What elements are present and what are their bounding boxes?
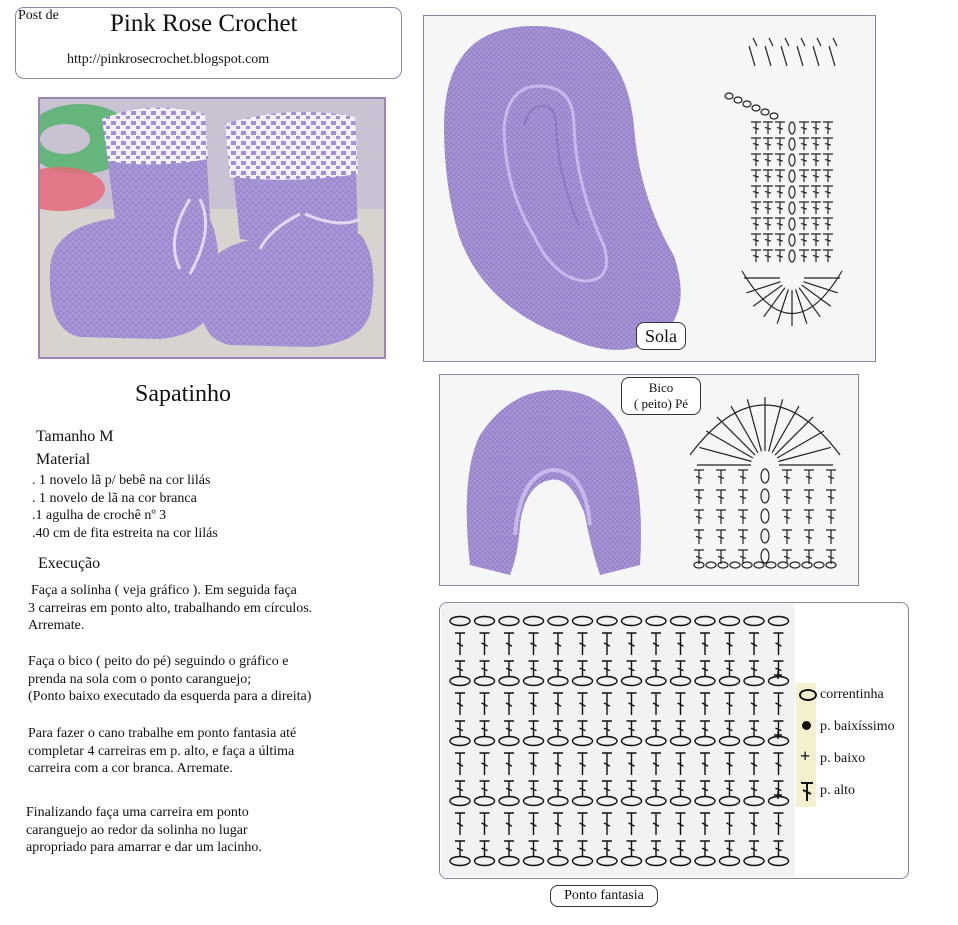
step-line: Faça a solinha ( veja gráfico ). Em seguida faça [31,583,297,598]
step-line: completar 4 carreiras em p. alto, e faça a última [28,743,295,759]
step-line: Arremate. [28,618,85,633]
legend [796,683,946,807]
sola-panel [423,15,876,362]
step-line: prenda na sola com o ponto caranguejo; [28,671,252,687]
step-line: Para fazer o cano trabalhe em ponto fantasia até [28,726,297,741]
sola-stitch-chart [725,38,842,326]
pattern-title: Sapatinho [135,381,231,407]
step-2 [28,653,311,706]
sola-label: Sola [636,322,686,350]
material-heading: Material [36,451,91,468]
step-4 [26,804,262,857]
materials-list [32,472,218,542]
step-line: apropriado para amarrar e dar um lacinho. [26,840,262,855]
booties-illustration [40,99,384,357]
site-title: Pink Rose Crochet [110,10,298,37]
size-label: Tamanho M [36,428,114,445]
step-line: 3 carreiras em ponto alto, trabalhando em círculos. [28,600,313,616]
sola-illustration [424,16,875,361]
material-item: .40 cm de fita estreita na cor lilás [32,525,218,541]
step-3 [28,725,296,778]
post-label: Post de [18,8,59,23]
step-1 [28,582,312,635]
legend-label: p. baixíssimo [820,719,895,734]
material-item: . 1 novelo de lã na cor branca [32,490,197,506]
step-line: Faça o bico ( peito do pé) seguindo o gráfico e [28,654,289,669]
booties-photo [38,97,386,359]
legend-label: p. alto [820,783,855,798]
bico-label-line2: ( peito) Pé [633,396,689,411]
step-line: (Ponto baixo executado da esquerda para a direita) [28,689,312,704]
plus-icon: + [800,746,811,766]
bico-label [621,377,701,415]
step-line: carreira com a cor branca. Arremate. [28,761,233,776]
ponto-fantasia-label: Ponto fantasia [550,885,658,907]
bico-label-line1: Bico [648,380,674,395]
material-item: .1 agulha de crochê nº 3 [32,508,167,523]
material-item: . 1 novelo lã p/ bebê na cor lilás [32,473,211,488]
site-url[interactable]: http://pinkrosecrochet.blogspot.com [67,52,270,67]
dot-icon [802,721,811,730]
legend-label: p. baixo [820,751,866,766]
legend-label: correntinha [820,687,884,702]
oval-icon [799,689,817,701]
step-line: Finalizando faça uma carreira em ponto [26,805,249,820]
t-stitch-icon [799,781,815,803]
step-line: caranguejo ao redor da solinha no lugar [26,822,248,838]
execution-heading: Execução [38,555,101,572]
bico-stitch-chart [690,397,840,568]
